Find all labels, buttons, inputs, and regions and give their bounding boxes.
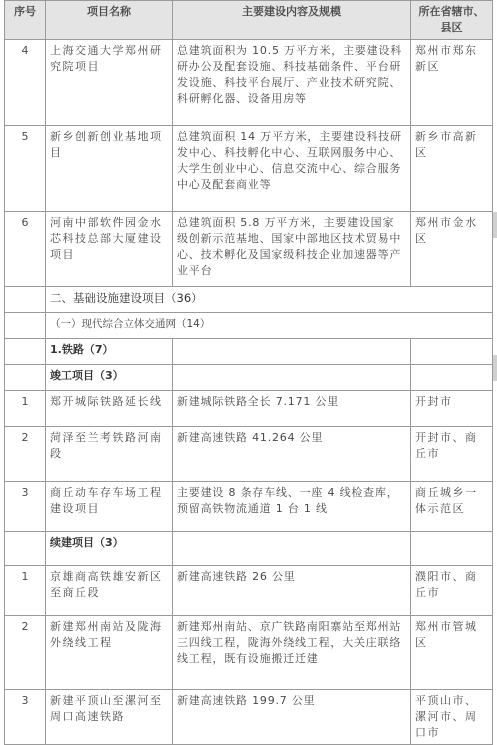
table-row [5, 212, 493, 287]
project-content: 总建筑面积为 10.5 万平方米，主要建设科研办公及配套设施、科技基础条件、平台研发设施、科技平台展厅、产业技术研究院、科研孵化器、设备用房等 [173, 40, 411, 126]
project-location: 郑州市金水区 [411, 212, 493, 287]
table-row [5, 616, 493, 690]
project-location: 开封市 [411, 391, 493, 427]
project-content: 新建高速铁路 41.264 公里 [173, 427, 411, 482]
row-number: 6 [5, 212, 46, 287]
project-name: 菏泽至兰考铁路河南段 [46, 427, 173, 482]
scrollbar-thumb[interactable] [493, 212, 497, 238]
row-number: 5 [5, 126, 46, 212]
table-row [5, 482, 493, 532]
header-project-name: 项目名称 [46, 1, 173, 40]
section-title: 二、基础设施建设项目（36） [46, 287, 493, 313]
group-row [5, 339, 493, 365]
project-name: 新乡创新创业基地项目 [46, 126, 173, 212]
project-content: 主要建设 8 条存车线、一座 4 线检查库，预留高铁物流通道 1 台 1 线 [173, 482, 411, 532]
project-content: 新建城际铁路全长 7.171 公里 [173, 391, 411, 427]
row-number: 2 [5, 616, 46, 690]
project-name: 新建平顶山至漯河至周口高速铁路 [46, 690, 173, 745]
row-number: 1 [5, 566, 46, 616]
subsection-title: （一）现代综合立体交通网（14） [46, 313, 493, 339]
project-name: 郑开城际铁路延长线 [46, 391, 173, 427]
project-location: 新乡市高新区 [411, 126, 493, 212]
project-name: 新建郑州南站及陇海外绕线工程 [46, 616, 173, 690]
project-location: 郑州市郑东新区 [411, 40, 493, 126]
project-name: 商丘动车存车场工程建设项目 [46, 482, 173, 532]
table-row [5, 566, 493, 616]
project-content: 新建高速铁路 199.7 公里 [173, 690, 411, 745]
row-number: 3 [5, 690, 46, 745]
subsection-row [5, 313, 493, 339]
table-header [5, 1, 493, 40]
row-number: 3 [5, 482, 46, 532]
table-row [5, 427, 493, 482]
project-table [4, 0, 493, 745]
project-location: 商丘城乡一体示范区 [411, 482, 493, 532]
header-content: 主要建设内容及规模 [173, 1, 411, 40]
scrollbar-thumb[interactable] [493, 355, 497, 381]
project-location: 濮阳市、商丘市 [411, 566, 493, 616]
table-row [5, 391, 493, 427]
header-seq: 序号 [5, 1, 46, 40]
table-row [5, 126, 493, 212]
project-content: 总建筑面积 5.8 万平方米，主要建设国家级创新示范基地、国家中部地区技术贸易中心、技术孵化及国家级科技企业加速器等产业平台 [173, 212, 411, 287]
group-title: 竣工项目（3） [46, 365, 173, 391]
project-content: 总建筑面积 14 万平方米，主要建设科技研发中心、科技孵化中心、互联网服务中心、大学生创业中心、信息交流中心、综合服务中心及配套商业等 [173, 126, 411, 212]
project-name: 河南中部软件园金水芯科技总部大厦建设项目 [46, 212, 173, 287]
project-location: 郑州市管城区 [411, 616, 493, 690]
section-row [5, 287, 493, 313]
row-number: 1 [5, 391, 46, 427]
group-title: 1.铁路（7） [46, 339, 173, 365]
project-location: 平顶山市、漯河市、周口市 [411, 690, 493, 745]
group-title: 续建项目（3） [46, 532, 173, 566]
project-name: 上海交通大学郑州研究院项目 [46, 40, 173, 126]
project-content: 新建郑州南站、京广铁路南阳寨站至郑州站三四线工程，陇海外绕线工程，大关庄联络线工程，既有设施搬迁迁建 [173, 616, 411, 690]
group-row [5, 532, 493, 566]
row-number: 4 [5, 40, 46, 126]
header-location: 所在省辖市、县区 [411, 1, 493, 40]
row-number: 2 [5, 427, 46, 482]
project-location: 开封市、商丘市 [411, 427, 493, 482]
table-row [5, 40, 493, 126]
table-row [5, 690, 493, 745]
project-content: 新建高速铁路 26 公里 [173, 566, 411, 616]
project-name: 京雄商高铁雄安新区至商丘段 [46, 566, 173, 616]
group-row [5, 365, 493, 391]
